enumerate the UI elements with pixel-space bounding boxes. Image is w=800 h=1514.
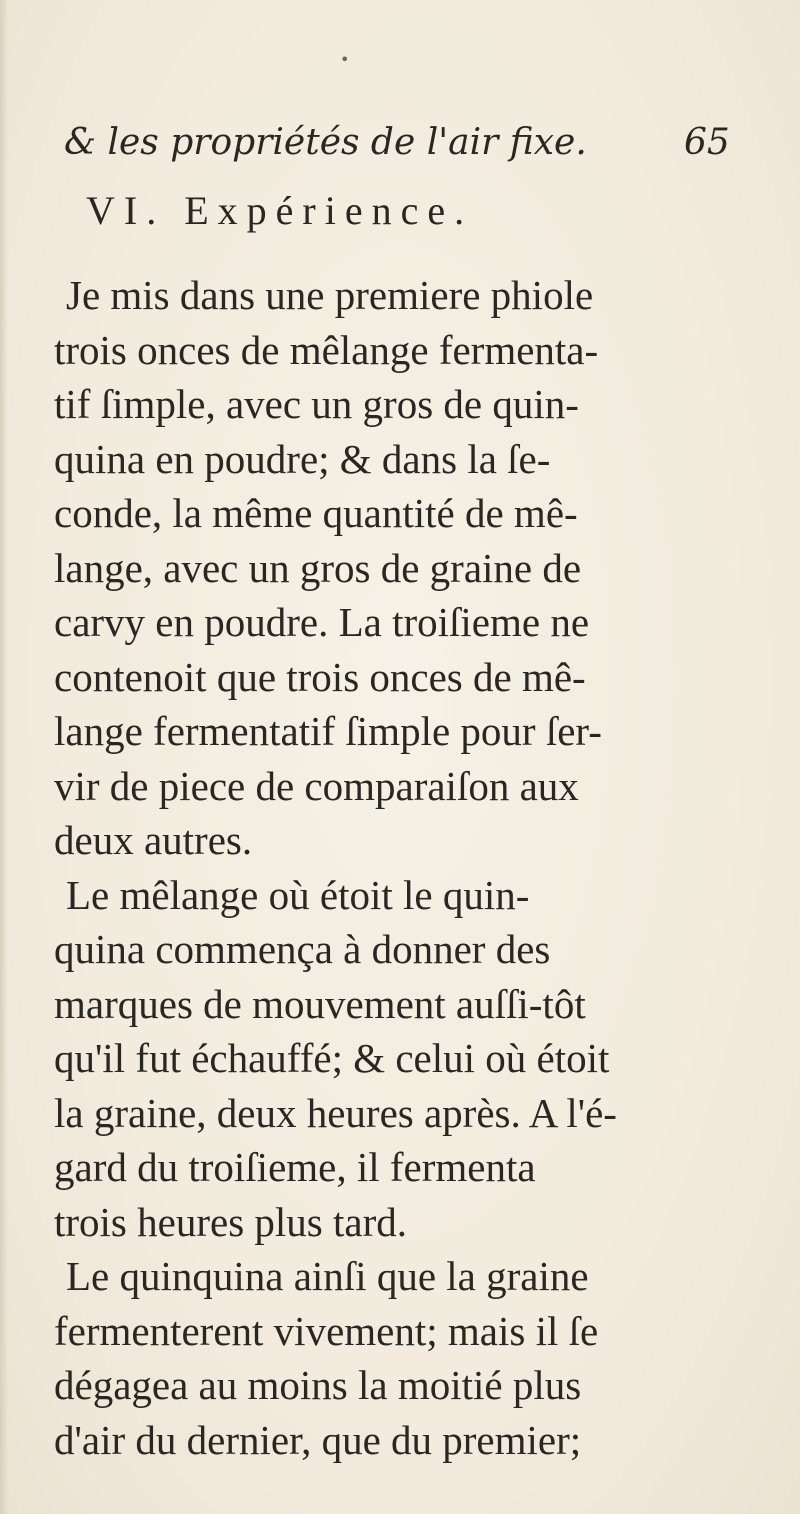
text-line: Le quinquina ainſi que la graine [66, 1253, 589, 1299]
text-line: trois onces de mêlange fermenta- [54, 326, 599, 373]
page-number: 65 [684, 122, 730, 163]
text-line: qu'il fut échauffé; & celui où étoit [54, 1035, 610, 1081]
text-line: Je mis dans une premiere phiole [66, 272, 594, 318]
text-line: fermenterent vivement; mais il ſe [54, 1307, 599, 1354]
text-line: la graine, deux heures après. A l'é- [54, 1089, 617, 1136]
text-line: marques de mouvement auſſi-tôt [54, 980, 586, 1027]
text-line: lange fermentatif ſimple pour ſer- [54, 708, 602, 754]
text-line: quina commença à donner des [54, 926, 551, 972]
text-line: dégagea au moins la moitié plus [54, 1362, 582, 1408]
text-line: vir de piece de comparaiſon aux [54, 762, 579, 809]
text-line: carvy en poudre. La troiſieme ne [54, 599, 590, 645]
page-edge-shadow [0, 0, 8, 1514]
section-heading: VI. Expérience. [86, 188, 474, 233]
text-line: deux autres. [54, 817, 253, 863]
ink-speck: • [340, 50, 350, 69]
text-line: contenoit que trois onces de mê- [54, 653, 586, 700]
text-line: gard du troiſieme, il fermenta [54, 1144, 536, 1190]
text-line: conde, la même quantité de mê- [54, 490, 578, 536]
text-line: lange, avec un gros de graine de [54, 544, 582, 591]
text-line: Le mêlange où étoit le quin- [66, 871, 530, 918]
text-line: tif ſimple, avec un gros de quin- [54, 381, 579, 427]
text-line: quina en poudre; & dans la ſe- [54, 435, 551, 482]
text-line: trois heures plus tard. [54, 1198, 407, 1245]
running-head: & les propriétés de l'air fixe. [64, 122, 587, 163]
body-text [54, 268, 674, 1467]
text-line: d'air du dernier, que du premier; [54, 1416, 582, 1463]
